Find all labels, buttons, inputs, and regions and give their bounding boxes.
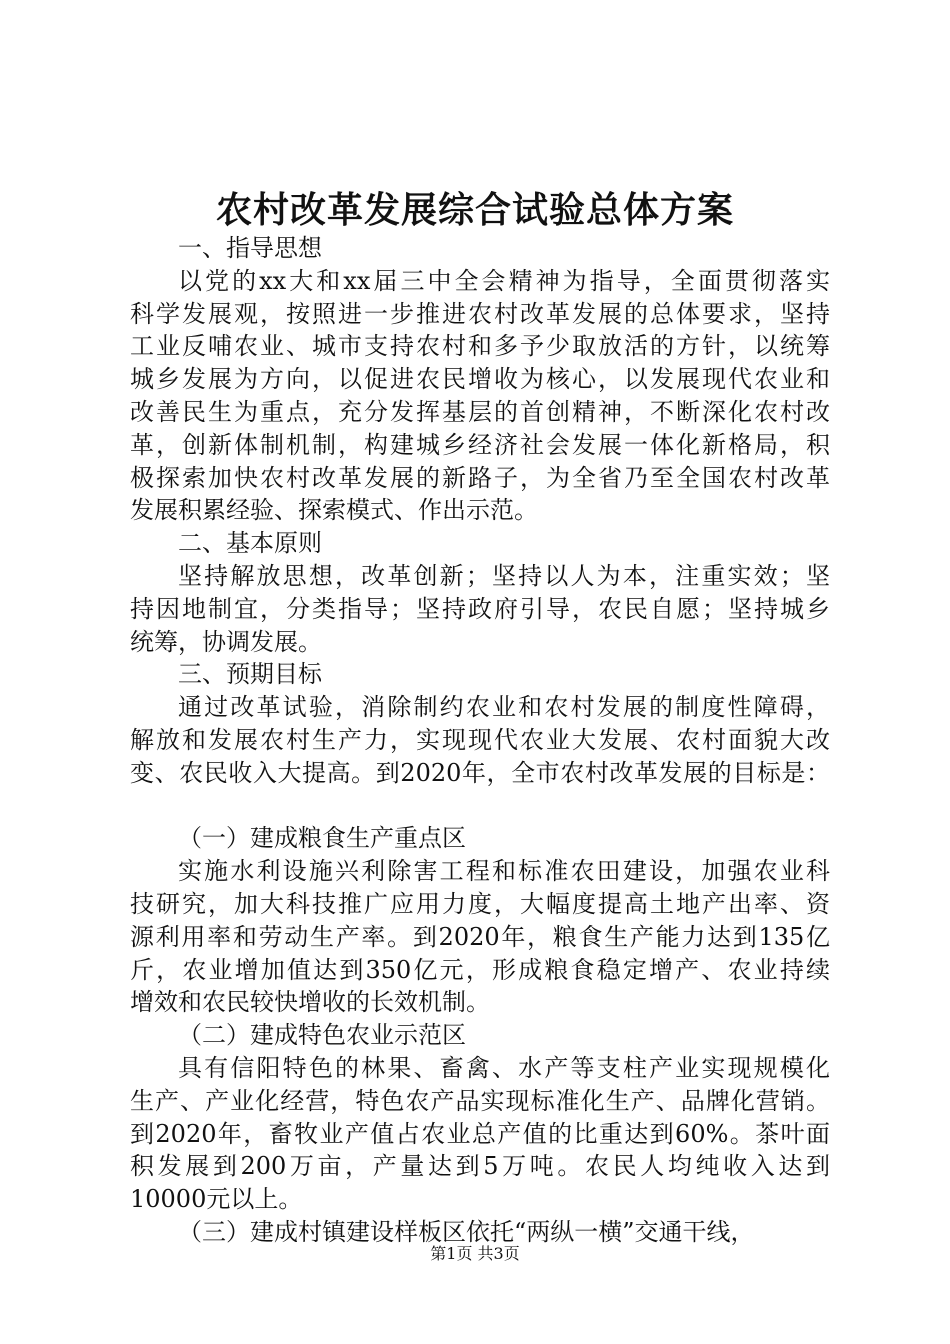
paragraph-line: 坚持解放思想，改革创新；坚持以人为本，注重实效；坚 (178, 561, 830, 590)
document-title: 农村改革发展综合试验总体方案 (215, 189, 734, 231)
paragraph-line: 源利用率和劳动生产率。到2020年，粮食生产能力达到135亿 (130, 922, 830, 951)
subsection-heading-village-town: （三）建成村镇建设样板区依托“两纵一横”交通干线， (178, 1217, 755, 1246)
section-heading-guiding-ideology: 一、指导思想 (178, 234, 322, 262)
page-number-footer: 第1页 共3页 (430, 1244, 520, 1263)
paragraph-line: 持因地制宜，分类指导；坚持政府引导，农民自愿；坚持城乡 (130, 594, 830, 623)
paragraph-line: 发展积累经验、探索模式、作出示范。 (130, 496, 538, 525)
paragraph-line: 统筹，协调发展。 (130, 627, 322, 656)
paragraph-line: 通过改革试验，消除制约农业和农村发展的制度性障碍， (178, 693, 830, 722)
section-heading-basic-principles: 二、基本原则 (178, 529, 322, 558)
paragraph-line: 具有信阳特色的林果、畜禽、水产等支柱产业实现规模化 (178, 1053, 830, 1082)
paragraph-line: 10000元以上。 (130, 1185, 303, 1214)
paragraph-line: 工业反哺农业、城市支持农村和多予少取放活的方针，以统筹 (130, 332, 830, 361)
document-body (130, 232, 830, 1249)
section-heading-expected-goals: 三、预期目标 (178, 660, 322, 689)
paragraph-line: 变、农民收入大提高。到2020年，全市农村改革发展的目标是： (130, 758, 830, 787)
paragraph-line: 极探索加快农村改革发展的新路子，为全省乃至全国农村改革 (130, 463, 830, 492)
subsection-heading-specialty-agriculture: （二）建成特色农业示范区 (178, 1021, 466, 1050)
blank-line (130, 790, 830, 823)
paragraph-line: 实施水利设施兴利除害工程和标准农田建设，加强农业科 (178, 857, 830, 886)
paragraph-line: 技研究，加大科技推广应用力度，大幅度提高土地产出率、资 (130, 889, 830, 918)
paragraph-line: 生产、产业化经营，特色农产品实现标准化生产、品牌化营销。 (130, 1086, 830, 1115)
paragraph-line: 解放和发展农村生产力，实现现代农业大发展、农村面貌大改 (130, 725, 830, 754)
paragraph-line: 斤，农业增加值达到350亿元，形成粮食稳定增产、农业持续 (130, 955, 830, 984)
paragraph-line: 革，创新体制机制，构建城乡经济社会发展一体化新格局，积 (130, 430, 830, 459)
paragraph-line: 以党的xx大和xx届三中全会精神为指导，全面贯彻落实 (178, 266, 830, 295)
paragraph-line: 积发展到200万亩，产量达到5万吨。农民人均纯收入达到 (130, 1152, 830, 1181)
paragraph-line: 科学发展观，按照进一步推进农村改革发展的总体要求，坚持 (130, 299, 830, 328)
paragraph-line: 到2020年，畜牧业产值占农业总产值的比重达到60%。茶叶面 (130, 1119, 830, 1148)
subsection-heading-grain-zone: （一）建成粮食生产重点区 (178, 824, 466, 853)
paragraph-line: 改善民生为重点，充分发挥基层的首创精神，不断深化农村改 (130, 397, 830, 426)
paragraph-line: 城乡发展为方向，以促进农民增收为核心，以发展现代农业和 (130, 365, 830, 394)
paragraph-line: 增效和农民较快增收的长效机制。 (130, 988, 490, 1017)
